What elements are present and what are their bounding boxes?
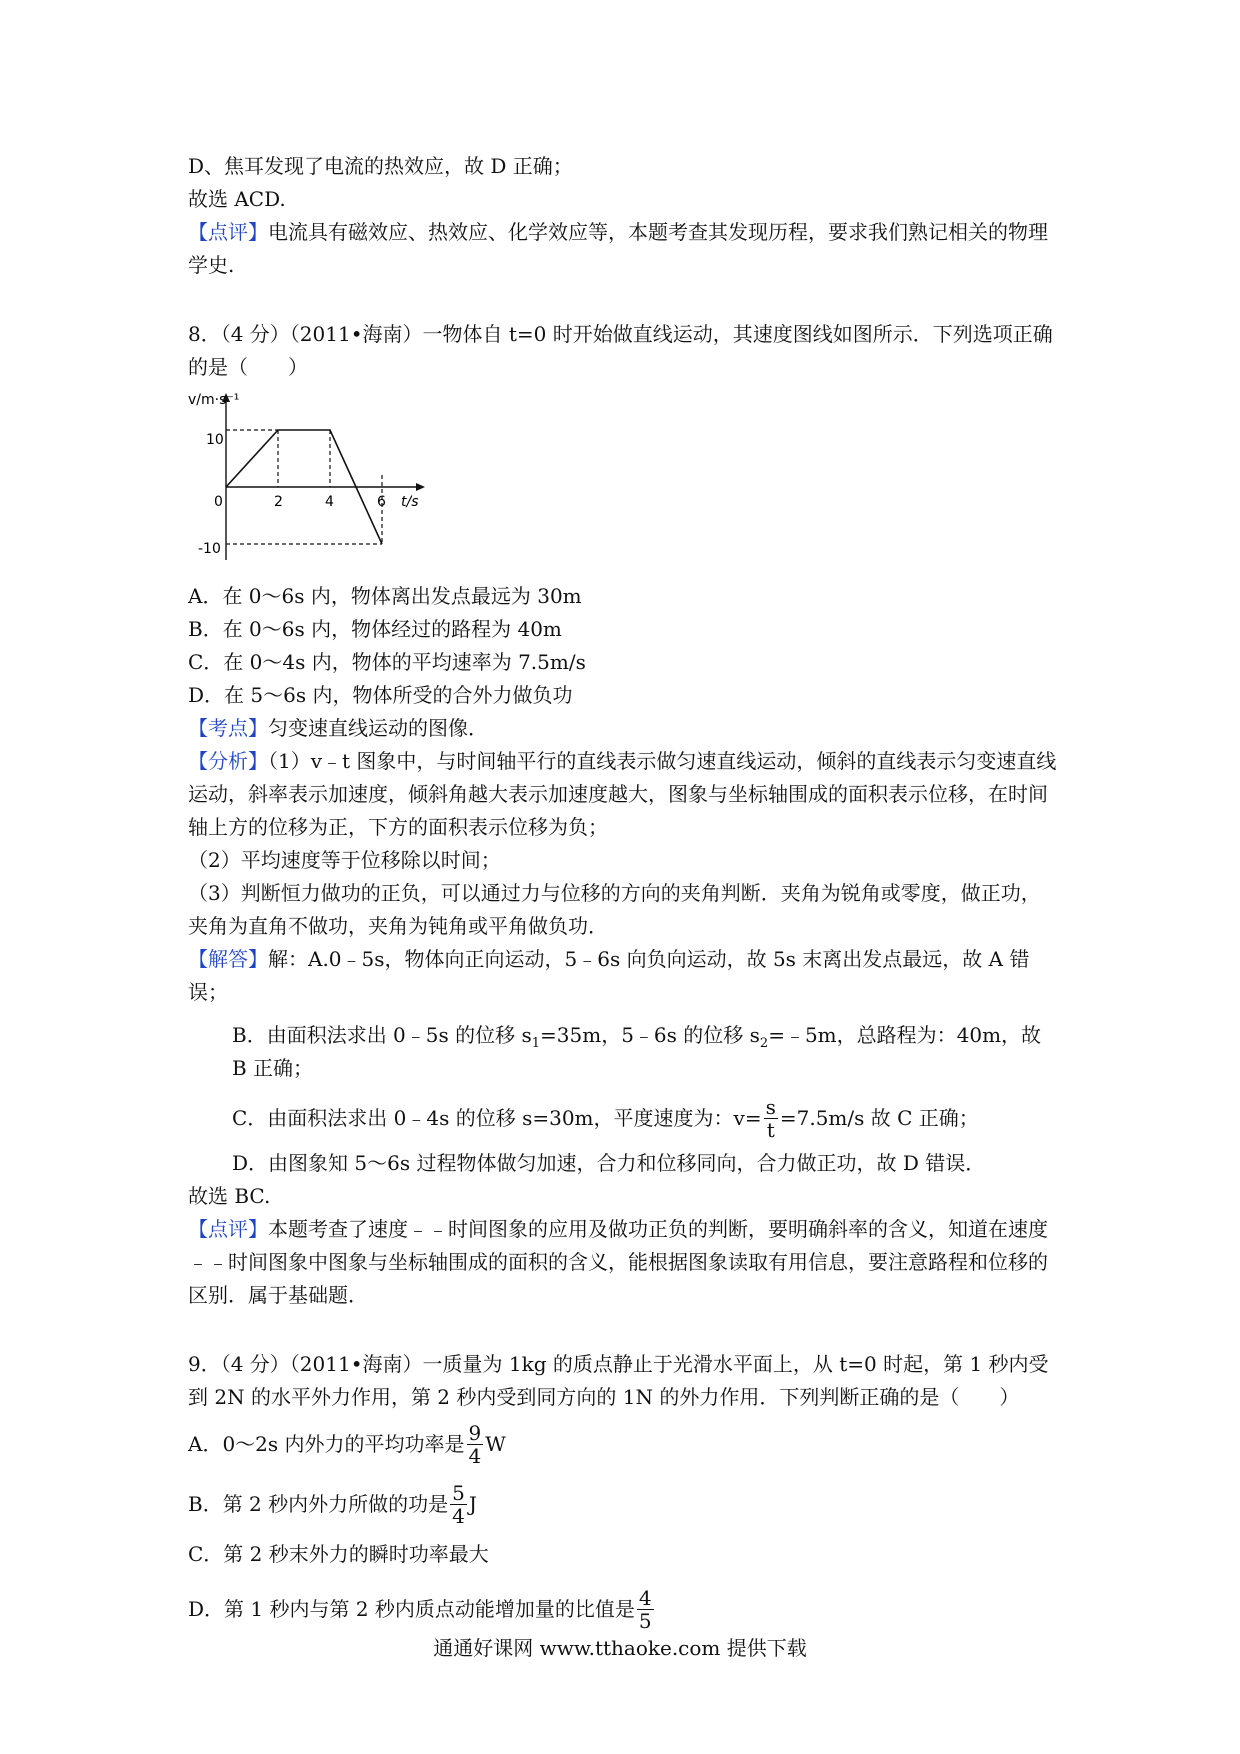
x-axis-arrow: [416, 483, 425, 491]
x-tick-4: 4: [325, 494, 334, 510]
jieda-d: D．由图象知 5～6s 过程物体做匀加速，合力和位移同向，合力做正功，故 D 错误．: [232, 1151, 986, 1175]
kaodian: [188, 712, 1058, 745]
y-tick-neg10: -10: [198, 541, 221, 557]
fraction-4-5: $\frac{4}{5}$: [638, 1585, 652, 1633]
fenxi-text-1: （1）v﹣t 图象中，与时间轴平行的直线表示做匀速直线运动，倾斜的直线表示匀变速直线运动，斜率表示加速度，倾斜角越大表示加速度越大，图象与坐标轴围成的面积表示位移，在时间轴上方的位移为正，下方的面积表示位移为负；: [188, 749, 1057, 839]
x-tick-6: 6: [377, 494, 386, 510]
fenxi-tag: 【分析】: [188, 749, 268, 773]
fenxi-3: （3）判断恒力做功的正负，可以通过力与位移的方向的夹角判断．夹角为锐角或零度，做正功，夹角为直角不做功，夹角为钝角或平角做负功．: [188, 881, 1041, 938]
jieda-b-part1: B．由面积法求出 0﹣5s 的位移 s: [232, 1023, 532, 1047]
y-axis-label: v/m·s⁻¹: [188, 392, 240, 408]
x-axis-label: t/s: [401, 494, 419, 510]
question-8-stem: 8．（4 分）（2011•海南）一物体自 t=0 时开始做直线运动，其速度图线如图所示．下列选项正确的是（ ）: [188, 322, 1053, 379]
fenxi-1: [188, 745, 1058, 844]
comment-text: 电流具有磁效应、热效应、化学效应等，本题考查其发现历程，要求我们熟记相关的物理学史.: [188, 220, 1048, 277]
jieda-a-text: 解：A.0﹣5s，物体向正向运动，5﹣6s 向负向运动，故 5s 末离出发点最远，故 A 错误；: [188, 947, 1030, 1004]
jieda-tag: 【解答】: [188, 947, 268, 971]
comment-tag: 【点评】: [188, 220, 268, 244]
option-a: A．在 0～6s 内，物体离出发点最远为 30m: [188, 584, 582, 608]
q9-option-b: B．第 2 秒内外力所做的功是 $\frac{5}{4}$ J: [188, 1480, 477, 1528]
vt-chart-svg: [188, 390, 428, 580]
jieda-c: [188, 1089, 1058, 1147]
origin-label: 0: [214, 494, 223, 510]
jieda-b-part2: =35m，5﹣6s 的位移 s: [540, 1023, 760, 1047]
option-b: B．在 0～6s 内，物体经过的路程为 40m: [188, 617, 562, 641]
page-footer: 通通好课网 www.tthaoke.com 提供下载: [433, 1636, 807, 1660]
option-c: C．在 0～4s 内，物体的平均速率为 7.5m/s: [188, 650, 586, 674]
y-tick-10: 10: [206, 432, 224, 448]
fraction-s-over-t: $\frac{s}{t}$: [765, 1094, 776, 1142]
jieda-b: [188, 1019, 1058, 1085]
jieda-c-part1: C．由面积法求出 0﹣4s 的位移 s=30m，平度速度为：v=: [232, 1105, 762, 1130]
jieda-conclusion: 故选 BC.: [188, 1184, 271, 1208]
fenxi-2: （2）平均速度等于位移除以时间；: [188, 848, 501, 872]
q9-option-a: A．0～2s 内外力的平均功率是 $\frac{9}{4}$ W: [188, 1420, 506, 1468]
subscript-1: 1: [531, 1036, 541, 1051]
q8-comment: [188, 1213, 1058, 1312]
question-9-stem: 9．（4 分）（2011•海南）一质量为 1kg 的质点静止于光滑水平面上，从 t=0 时起，第 1 秒内受到 2N 的水平外力作用，第 2 秒内受到同方向的 1N 的外力作用．下列判断正确的是（ ）: [188, 1352, 1049, 1409]
jieda-b-part3: =﹣5m，总路程为：40m，故 B 正确；: [232, 1023, 1042, 1080]
option-d: D．在 5～6s 内，物体所受的合外力做负功: [188, 683, 573, 707]
x-tick-2: 2: [274, 494, 283, 510]
q8-comment-text: 本题考查了速度﹣﹣时间图象的应用及做功正负的判断，要明确斜率的含义，知道在速度﹣﹣时间图象中图象与坐标轴围成的面积的含义，能根据图象读取有用信息，要注意路程和位移的区别．属于基础题．: [188, 1217, 1048, 1307]
jieda-c-part2: =7.5m/s 故 C 正确；: [779, 1105, 979, 1130]
subscript-2: 2: [759, 1036, 769, 1051]
velocity-time-graph: [188, 390, 1068, 580]
prev-answer-d: D、焦耳发现了电流的热效应，故 D 正确；: [188, 154, 573, 178]
prev-conclusion: 故选 ACD.: [188, 187, 286, 211]
fraction-9-4: $\frac{9}{4}$: [468, 1420, 482, 1468]
prev-comment: [188, 216, 1058, 282]
fraction-5-4: $\frac{5}{4}$: [452, 1480, 465, 1528]
kaodian-tag: 【考点】: [188, 716, 268, 740]
jieda-a: [188, 943, 1058, 1009]
q9-option-c: C．第 2 秒末外力的瞬时功率最大: [188, 1542, 489, 1566]
q8-comment-tag: 【点评】: [188, 1217, 268, 1241]
kaodian-text: 匀变速直线运动的图像．: [268, 716, 488, 740]
q9-option-d: D．第 1 秒内与第 2 秒内质点动能增加量的比值是 $\frac{4}{5}$: [188, 1585, 652, 1633]
page-content: [188, 150, 1058, 1639]
